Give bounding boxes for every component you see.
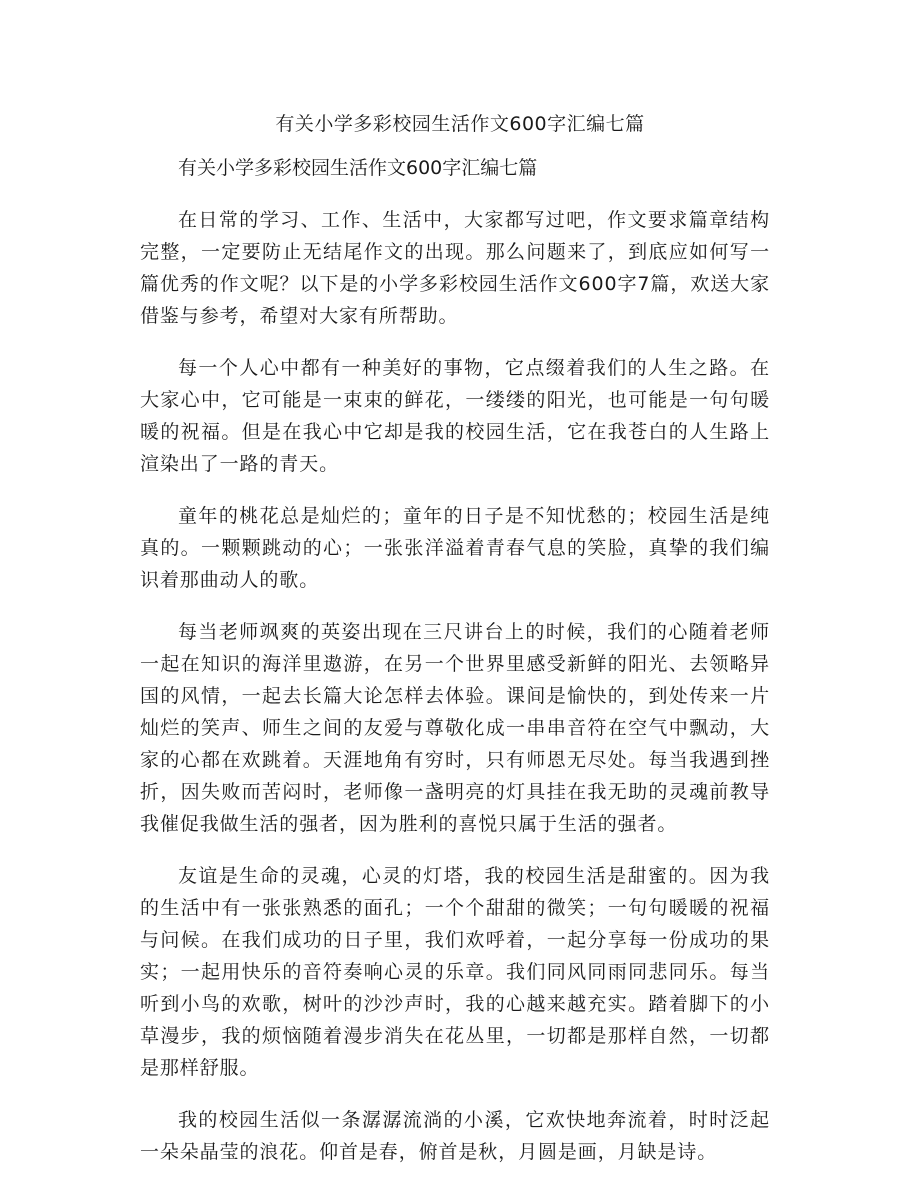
paragraph-intro: 在日常的学习、工作、生活中，大家都写过吧，作文要求篇章结构完整，一定要防止无结尾作文的出现。那么问题来了，到底应如何写一篇优秀的作文呢？以下是的小学多彩校园生活作文600字7篇，欢送大家借鉴与参考，希望对大家有所帮助。 [140, 209, 770, 327]
paragraph-4: 每当老师飒爽的英姿出现在三尺讲台上的时候，我们的心随着老师一起在知识的海洋里遨游，在另一个世界里感受新鲜的阳光、去领略异国的风情，一起去长篇大论怎样去体验。课间是愉快的，到处传来一片灿烂的笑声、师生之间的友爱与尊敬化成一串串音符在空气中飘动，大家的心都在欢跳着。天涯地角有穷时，只有师恩无尽处。每当我遇到挫折，因失败而苦闷时，老师像一盏明亮的灯具挂在我无助的灵魂前教导我催促我做生活的强者，因为胜利的喜悦只属于生活的强者。 [140, 621, 770, 835]
paragraph-5: 友谊是生命的灵魂，心灵的灯塔，我的校园生活是甜蜜的。因为我的生活中有一张张熟悉的面孔；一个个甜甜的微笑；一句句暖暖的祝福与问候。在我们成功的日子里，我们欢呼着，一起分享每一份成功的果实；一起用快乐的音符奏响心灵的乐章。我们同风同雨同悲同乐。每当听到小鸟的欢歌，树叶的沙沙声时，我的心越来越充实。踏着脚下的小草漫步，我的烦恼随着漫步消失在花丛里，一切都是那样自然，一切都是那样舒服。 [140, 865, 770, 1079]
document-title: 有关小学多彩校园生活作文600字汇编七篇 [275, 113, 645, 135]
document-subtitle: 有关小学多彩校园生活作文600字汇编七篇 [178, 157, 538, 179]
paragraph-3: 童年的桃花总是灿烂的；童年的日子是不知忧愁的；校园生活是纯真的。一颗颗跳动的心；一张张洋溢着青春气息的笑脸，真挚的我们编识着那曲动人的歌。 [140, 505, 770, 591]
paragraph-2: 每一个人心中都有一种美好的事物，它点缀着我们的人生之路。在大家心中，它可能是一束束的鲜花，一缕缕的阳光，也可能是一句句暖暖的祝福。但是在我心中它却是我的校园生活，它在我苍白的人生路上渲染出了一路的青天。 [140, 357, 770, 475]
document-body [140, 152, 770, 1188]
paragraph-6: 我的校园生活似一条潺潺流淌的小溪，它欢快地奔流着，时时泛起一朵朵晶莹的浪花。仰首是春，俯首是秋，月圆是画，月缺是诗。 [140, 1109, 770, 1163]
